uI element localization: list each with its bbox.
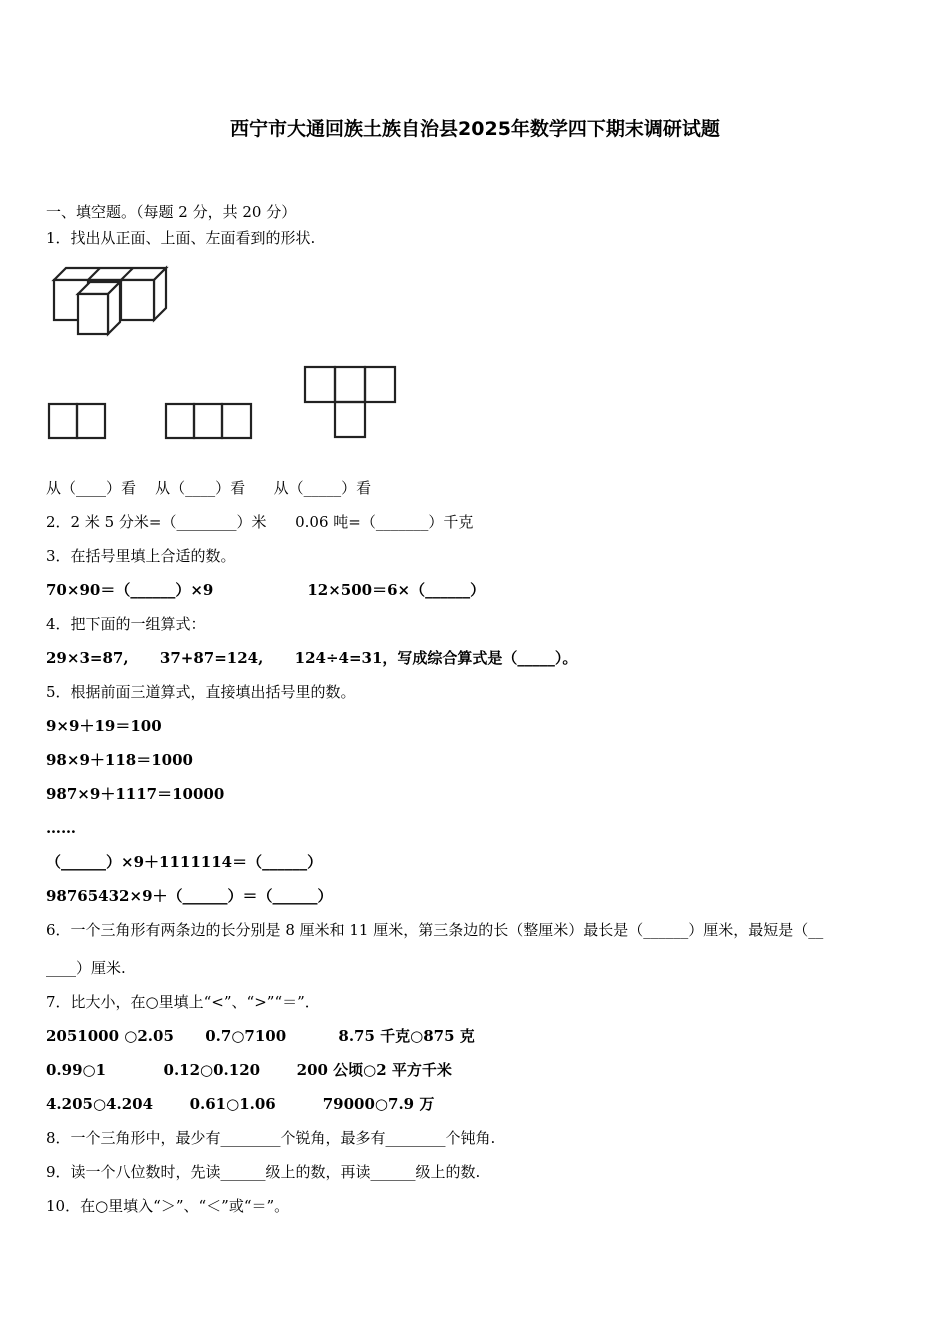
- question-4-line: 29×3=87, 37+87=124, 124÷4=31，写成综合算式是（_____）。: [46, 649, 578, 667]
- square-cell: [335, 367, 365, 402]
- question-10: 10．在○里填入“＞”、“＜”或“＝”。: [46, 1197, 290, 1215]
- view-shape-two-squares: [48, 403, 106, 439]
- question-1-answer-line: 从（____）看 从（____）看 从（_____）看: [46, 479, 372, 497]
- question-6-line1: 6．一个三角形有两条边的长分别是 8 厘米和 11 厘米，第三条边的长（整厘米）最长是（______）厘米，最短是（__: [46, 921, 824, 939]
- question-9: 9．读一个八位数时，先读______级上的数，再读______级上的数.: [46, 1163, 481, 1181]
- square-cell: [305, 367, 335, 402]
- question-5-line: 98×9＋118＝1000: [46, 751, 193, 769]
- question-5-line: （______）×9＋1111114＝（______）: [46, 853, 323, 871]
- page-title: 西宁市大通回族土族自治县2025年数学四下期末调研试题: [230, 118, 720, 140]
- question-5-ellipsis: ……: [46, 819, 76, 837]
- cube-stack-figure: [52, 266, 170, 336]
- question-5-line: 98765432×9＋（______）＝（______）: [46, 887, 333, 905]
- view-shape-three-squares: [165, 403, 252, 439]
- cube-front-face: [78, 294, 108, 334]
- question-3-prompt: 3．在括号里填上合适的数。: [46, 547, 236, 565]
- cube-back-top-face: [54, 268, 166, 280]
- question-7-line: 4.205○4.204 0.61○1.06 79000○7.9 万: [46, 1095, 435, 1113]
- question-1-prompt: 1．找出从正面、上面、左面看到的形状.: [46, 229, 316, 247]
- question-7-line: 2051000 ○2.05 0.7○7100 8.75 千克○875 克: [46, 1027, 475, 1045]
- question-8: 8．一个三角形中，最少有________个锐角，最多有________个钝角.: [46, 1129, 496, 1147]
- view-shape-t-shape: [304, 366, 396, 438]
- question-5-line: 987×9＋1117＝10000: [46, 785, 225, 803]
- question-7-line: 0.99○1 0.12○0.120 200 公顷○2 平方千米: [46, 1061, 452, 1079]
- section-heading: 一、填空题。（每题 2 分，共 20 分）: [46, 203, 297, 221]
- question-3-line: 70×90＝（______）×9 12×500＝6×（______）: [46, 581, 486, 599]
- square-cell: [49, 404, 77, 438]
- square-cell: [335, 402, 365, 437]
- question-2: 2．2 米 5 分米=（________）米 0.06 吨=（_______）千克: [46, 513, 474, 531]
- question-7-prompt: 7．比大小，在○里填上“<”、“>”“＝”．: [46, 993, 320, 1011]
- square-cell: [166, 404, 194, 438]
- question-4-prompt: 4．把下面的一组算式：: [46, 615, 206, 633]
- question-5-line: 9×9＋19＝100: [46, 717, 162, 735]
- square-cell: [365, 367, 395, 402]
- square-cell: [222, 404, 251, 438]
- question-5-prompt: 5．根据前面三道算式，直接填出括号里的数。: [46, 683, 356, 701]
- square-cell: [194, 404, 222, 438]
- question-6-line2: ____）厘米.: [46, 959, 126, 977]
- square-cell: [77, 404, 105, 438]
